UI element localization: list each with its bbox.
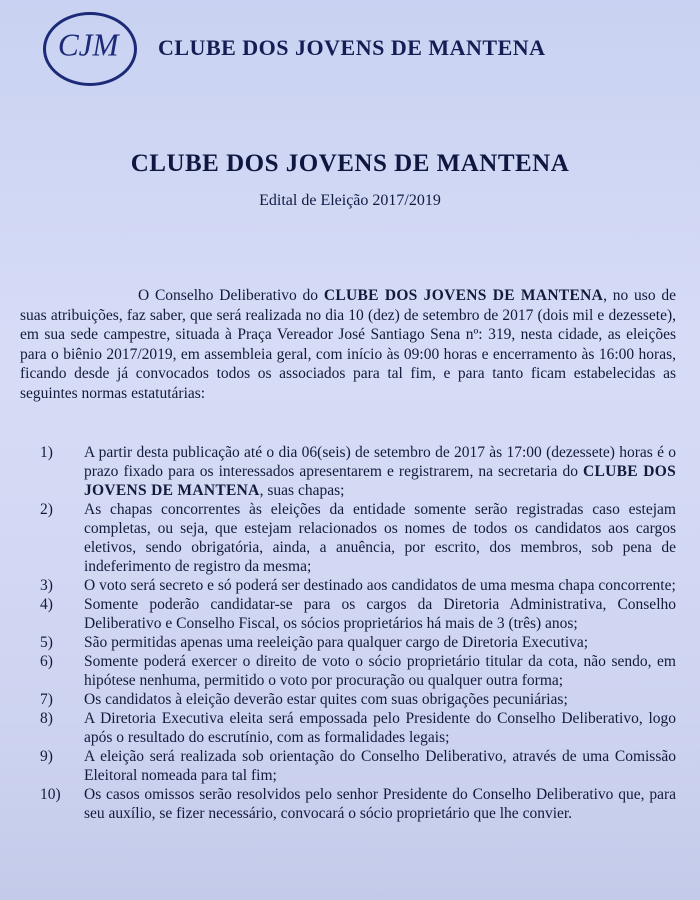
intro-text-end: , no uso de suas atribuições, faz saber, que será realizada no dia 10 (dez) de setembro de 2017 (dois mil e dezessete), em sua sede campestre, situada à Praça Vereador José Santiago Sena nº: 319, nesta cidade, as eleições para o biênio 2017/2019, em assembleia geral, com início às 09:00 horas e encerramento às 16:00 horas, ficando desde já convocados todos os associados para tal fim, e para tanto ficam estabelecidas as seguintes normas estatutárias: (20, 287, 676, 402)
rule-item-10 (40, 785, 676, 823)
rule-number: 7) (40, 691, 53, 708)
rule-item-1 (40, 443, 676, 500)
rule-item-2 (40, 500, 676, 576)
rule-item-9 (40, 747, 676, 785)
rule-text: Somente poderá exercer o direito de voto o sócio proprietário titular da cota, não sendo, em hipótese nenhuma, permitido o voto por procuração ou qualquer outra forma; (84, 653, 676, 689)
rule-text: O voto será secreto e só poderá ser destinado aos candidatos de uma mesma chapa concorrente; (84, 577, 676, 594)
rule-item-8 (40, 709, 676, 747)
cjm-monogram-icon (46, 15, 134, 83)
rule-text: Os candidatos à eleição deverão estar quites com suas obrigações pecuniárias; (84, 691, 568, 708)
rules-list (40, 443, 676, 823)
club-logo (43, 12, 137, 86)
rule-number: 3) (40, 577, 53, 594)
rule-item-4 (40, 595, 676, 633)
rule-number: 2) (40, 501, 53, 518)
svg-text:CJM: CJM (57, 27, 119, 63)
intro-club-name: CLUBE DOS JOVENS DE MANTENA (323, 287, 604, 304)
rule-text: São permitidas apenas uma reeleição para qualquer cargo de Diretoria Executiva; (84, 634, 589, 651)
rule-item-6 (40, 652, 676, 690)
rule-text-start: A partir desta publicação até o dia 06(seis) de setembro de 2017 às 17:00 (dezessete) horas é o prazo fixado para os interessados apresentarem e registrarem, na secretaria do (84, 444, 676, 480)
intro-paragraph (20, 286, 676, 403)
rule-number: 10) (40, 786, 61, 803)
rule-number: 6) (40, 653, 53, 670)
rule-text: A Diretoria Executiva eleita será empossada pelo Presidente do Conselho Deliberativo, logo após o resultado do escrutínio, com as formalidades legais; (84, 710, 676, 746)
rule-text-end: , suas chapas; (259, 482, 345, 499)
rule-item-7 (40, 690, 676, 709)
rule-item-3 (40, 576, 676, 595)
rule-number: 5) (40, 634, 53, 651)
intro-text-start: O Conselho Deliberativo do (138, 287, 324, 304)
document-title: CLUBE DOS JOVENS DE MANTENA (130, 150, 570, 177)
document-subtitle: Edital de Eleição 2017/2019 (259, 192, 441, 209)
rule-text: A eleição será realizada sob orientação do Conselho Deliberativo, através de uma Comissão Eleitoral nomeada para tal fim; (84, 748, 676, 784)
rule-number: 1) (40, 444, 53, 461)
rule-number: 4) (40, 596, 53, 613)
rule-club-name: CLUBE DOS JOVENS DE MANTENA (84, 463, 676, 499)
header-title: CLUBE DOS JOVENS DE MANTENA (158, 35, 546, 60)
rule-text: Os casos omissos serão resolvidos pelo senhor Presidente do Conselho Deliberativo que, para seu auxílio, se fizer necessário, convocará o sócio proprietário que lhe convier. (84, 786, 676, 822)
rule-text (84, 443, 676, 500)
rule-text: As chapas concorrentes às eleições da entidade somente serão registradas caso estejam completas, ou seja, que estejam relacionados os nomes de todos os candidatos aos cargos eletivos, sendo obrigatória, ainda, a anuência, por escrito, dos membros, sob pena de indeferimento de registro da mesma; (84, 501, 676, 575)
rule-item-5 (40, 633, 676, 652)
rule-number: 8) (40, 710, 53, 727)
rule-text: Somente poderão candidatar-se para os cargos da Diretoria Administrativa, Conselho Deliberativo e Conselho Fiscal, os sócios proprietários há mais de 3 (três) anos; (84, 596, 676, 632)
rule-number: 9) (40, 748, 53, 765)
